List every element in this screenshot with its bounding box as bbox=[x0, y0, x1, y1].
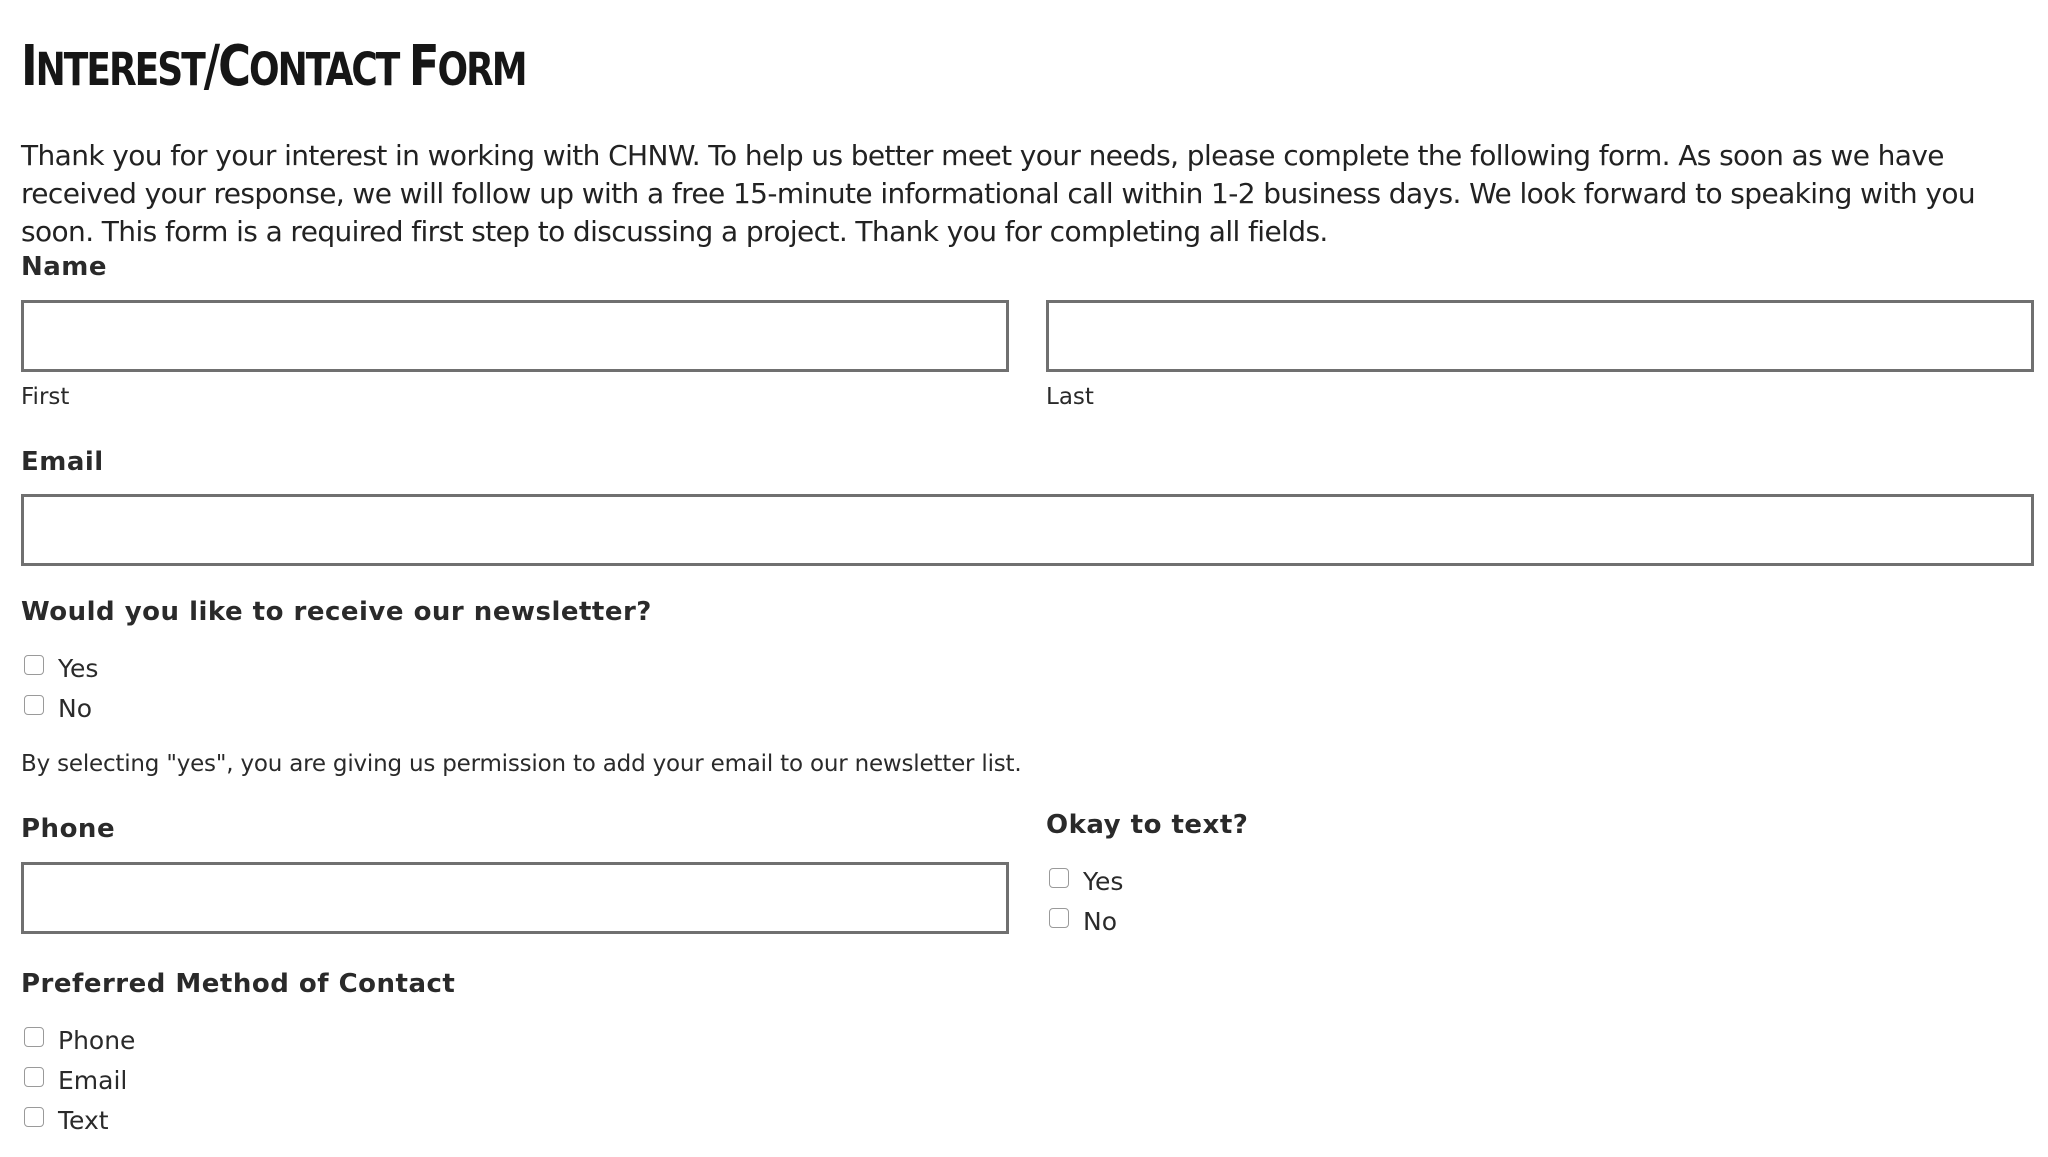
phone-input[interactable] bbox=[21, 862, 1009, 934]
first-name-input[interactable] bbox=[21, 300, 1009, 372]
contact-option-phone[interactable]: Phone bbox=[21, 1022, 135, 1058]
last-name-sublabel: Last bbox=[1046, 384, 1094, 410]
newsletter-option-no[interactable]: No bbox=[21, 690, 92, 726]
preferred-contact-label: Preferred Method of Contact bbox=[21, 969, 456, 999]
first-name-sublabel: First bbox=[21, 384, 70, 410]
okay-to-text-label: Okay to text? bbox=[1046, 810, 1249, 840]
contact-email-checkbox[interactable] bbox=[24, 1067, 44, 1087]
text-yes-checkbox[interactable] bbox=[1049, 868, 1069, 888]
email-label: Email bbox=[21, 447, 104, 477]
newsletter-no-checkbox[interactable] bbox=[24, 695, 44, 715]
contact-phone-checkbox[interactable] bbox=[24, 1027, 44, 1047]
text-no-checkbox[interactable] bbox=[1049, 908, 1069, 928]
newsletter-yes-checkbox[interactable] bbox=[24, 655, 44, 675]
intro-text: Thank you for your interest in working with CHNW. To help us better meet your needs, please complete the following form. As soon as we have received your response, we will follow up with a free 15-minute informational call within 1-2 business days. We look forward to speaking with you soon. This form is a required first step to discussing a project. Thank you for completing all fields. bbox=[21, 139, 1975, 248]
page-title: INTEREST/CONTACT FORM bbox=[21, 34, 526, 99]
name-label: Name bbox=[21, 252, 108, 282]
email-input[interactable] bbox=[21, 494, 2034, 566]
contact-option-text[interactable]: Text bbox=[21, 1102, 109, 1138]
newsletter-option-yes[interactable]: Yes bbox=[21, 650, 98, 686]
text-option-no[interactable]: No bbox=[1046, 903, 1117, 939]
newsletter-label: Would you like to receive our newsletter? bbox=[21, 597, 652, 627]
contact-option-email[interactable]: Email bbox=[21, 1062, 127, 1098]
last-name-input[interactable] bbox=[1046, 300, 2034, 372]
text-option-yes[interactable]: Yes bbox=[1046, 863, 1123, 899]
phone-label: Phone bbox=[21, 814, 116, 844]
contact-text-checkbox[interactable] bbox=[24, 1107, 44, 1127]
newsletter-note: By selecting "yes", you are giving us permission to add your email to our newsletter list. bbox=[21, 751, 1022, 777]
